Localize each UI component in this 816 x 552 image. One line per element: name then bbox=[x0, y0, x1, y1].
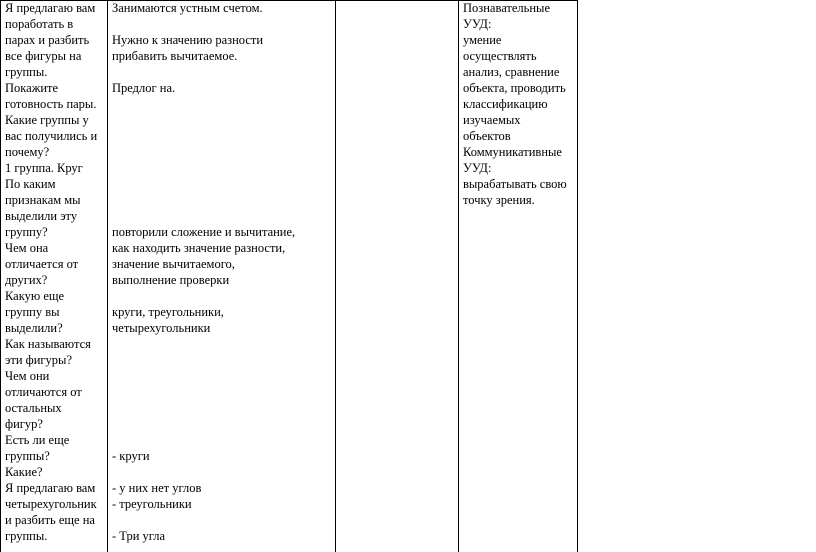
spacer bbox=[112, 16, 334, 32]
spacer bbox=[112, 336, 334, 448]
text-line: группу вы bbox=[5, 305, 60, 319]
text-line: готовность пары. bbox=[5, 97, 97, 111]
text-line: Есть ли еще bbox=[5, 433, 70, 447]
text-line: группы. bbox=[5, 529, 48, 543]
text-line: 1 группа. Круг bbox=[5, 161, 83, 175]
text-line: значение вычитаемого, bbox=[112, 257, 235, 271]
text-line: УУД: bbox=[463, 161, 492, 175]
text-line: Как называются bbox=[5, 337, 91, 351]
text-line: - круги bbox=[112, 449, 150, 463]
text-line: Я предлагаю вам bbox=[5, 481, 96, 495]
table-border-right bbox=[577, 0, 578, 552]
text-line: группы? bbox=[5, 449, 50, 463]
text-line: четырехугольники bbox=[112, 321, 211, 335]
text-line: - у них нет углов bbox=[112, 481, 202, 495]
text-line: Познавательные bbox=[463, 1, 550, 15]
text-line: круги, треугольники, bbox=[112, 305, 224, 319]
text-line: Коммуникативные bbox=[463, 145, 562, 159]
text-line: как находить значение разности, bbox=[112, 241, 286, 255]
text-line: выделили? bbox=[5, 321, 63, 335]
text-line: Чем она bbox=[5, 241, 49, 255]
text-line: Покажите bbox=[5, 81, 59, 95]
text-line: По каким bbox=[5, 177, 56, 191]
text-line: объекта, проводить bbox=[463, 81, 566, 95]
text-line: Какие? bbox=[5, 465, 43, 479]
column-divider-2 bbox=[335, 0, 336, 552]
text-line: Предлог на. bbox=[112, 81, 176, 95]
student-activity-cell bbox=[112, 0, 334, 552]
text-line: умение bbox=[463, 33, 502, 47]
text-line: УУД: bbox=[463, 17, 492, 31]
text-line: изучаемых bbox=[463, 113, 521, 127]
text-line: Нужно к значению разности bbox=[112, 33, 264, 47]
text-line: все фигуры на bbox=[5, 49, 82, 63]
text-line: и разбить еще на bbox=[5, 513, 95, 527]
text-line: выполнение проверки bbox=[112, 273, 230, 287]
teacher-activity-cell bbox=[5, 0, 105, 552]
table-border-left bbox=[0, 0, 1, 552]
text-line: прибавить вычитаемое. bbox=[112, 49, 238, 63]
text-line: Какую еще bbox=[5, 289, 65, 303]
text-line: четырехугольник bbox=[5, 497, 97, 511]
text-line: эти фигуры? bbox=[5, 353, 73, 367]
uud-cell bbox=[463, 0, 575, 552]
text-line: группы. bbox=[5, 65, 48, 79]
text-line: вырабатывать свою bbox=[463, 177, 567, 191]
text-line: Чем они bbox=[5, 369, 50, 383]
text-line: классификацию bbox=[463, 97, 548, 111]
text-line: парах и разбить bbox=[5, 33, 90, 47]
text-line: точку зрения. bbox=[463, 193, 535, 207]
spacer bbox=[112, 96, 334, 224]
text-line: группу? bbox=[5, 225, 48, 239]
spacer bbox=[112, 64, 334, 80]
text-line: - Три угла bbox=[112, 529, 166, 543]
text-line: - треугольники bbox=[112, 497, 192, 511]
spacer bbox=[112, 512, 334, 528]
text-line: анализ, сравнение bbox=[463, 65, 560, 79]
spacer bbox=[112, 288, 334, 304]
text-line: повторили сложение и вычитание, bbox=[112, 225, 296, 239]
text-line: остальных bbox=[5, 401, 62, 415]
text-line: отличаются от bbox=[5, 385, 82, 399]
text-line: Занимаются устным счетом. bbox=[112, 1, 263, 15]
text-line: объектов bbox=[463, 129, 511, 143]
text-line: Какие группы у bbox=[5, 113, 89, 127]
text-line: почему? bbox=[5, 145, 50, 159]
text-line: Я предлагаю вам bbox=[5, 1, 96, 15]
column-divider-3 bbox=[458, 0, 459, 552]
text-line: поработать в bbox=[5, 17, 74, 31]
text-line: вас получились и bbox=[5, 129, 98, 143]
text-line: фигур? bbox=[5, 417, 43, 431]
text-line: выделили эту bbox=[5, 209, 78, 223]
column-divider-1 bbox=[107, 0, 108, 552]
text-line: признакам мы bbox=[5, 193, 81, 207]
text-line: других? bbox=[5, 273, 48, 287]
spacer bbox=[112, 464, 334, 480]
text-line: отличается от bbox=[5, 257, 79, 271]
text-line: осуществлять bbox=[463, 49, 537, 63]
